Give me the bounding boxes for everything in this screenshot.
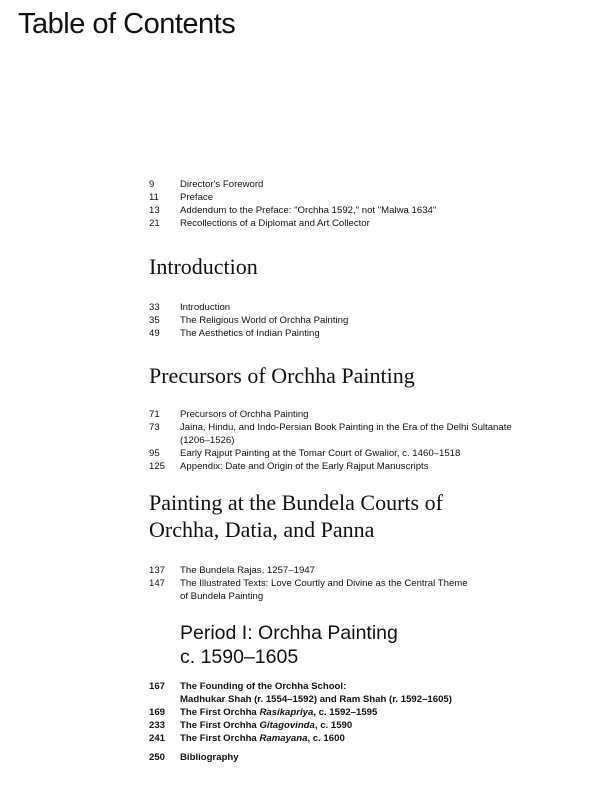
title-suffix: , c. 1592–1595 xyxy=(313,707,378,718)
heading-line2: Orchha, Datia, and Panna xyxy=(149,517,375,542)
toc-entry[interactable] xyxy=(149,314,569,327)
bundela-list xyxy=(149,564,569,603)
page-number: 13 xyxy=(149,205,160,216)
toc-entry[interactable] xyxy=(149,460,569,473)
precursors-list xyxy=(149,408,569,473)
entry-title: Director's Foreword xyxy=(180,179,264,190)
page-number: 49 xyxy=(149,328,160,339)
entry-title-line2: of Bundela Painting xyxy=(180,591,264,602)
toc-entry[interactable] xyxy=(149,447,569,460)
toc-entry[interactable] xyxy=(149,204,569,217)
toc-entry[interactable] xyxy=(149,564,569,577)
section-heading-bundela xyxy=(149,489,443,543)
heading-line1: Painting at the Bundela Courts of xyxy=(149,490,443,515)
entry-title xyxy=(180,732,569,745)
heading-line2: c. 1590–1605 xyxy=(180,646,299,668)
page-number: 147 xyxy=(149,578,166,589)
entry-title-line2: (1206–1526) xyxy=(180,435,235,446)
entry-title: Introduction xyxy=(180,302,231,313)
entry-title-line1: The Founding of the Orchha School: xyxy=(180,681,347,692)
title-prefix: The First Orchha xyxy=(180,733,260,744)
page-number: 95 xyxy=(149,448,160,459)
entry-title xyxy=(180,680,569,706)
entry-title xyxy=(180,577,569,603)
entry-title: The Aesthetics of Indian Painting xyxy=(180,328,320,339)
page-number: 137 xyxy=(149,565,166,576)
page-number: 11 xyxy=(149,192,159,203)
toc-entry[interactable] xyxy=(149,577,569,603)
page-number: 71 xyxy=(149,409,160,420)
entry-title: The Bundela Rajas, 1257–1947 xyxy=(180,565,315,576)
heading-line1: Period I: Orchha Painting xyxy=(180,622,398,644)
page-number: 35 xyxy=(149,315,160,326)
toc-entry[interactable] xyxy=(149,191,569,204)
entry-title-line1: The Illustrated Texts: Love Courtly and Divine as the Central Theme xyxy=(180,578,468,589)
toc-entry[interactable] xyxy=(149,680,569,706)
page-number: 241 xyxy=(149,733,166,744)
title-italic: Rasikapriya xyxy=(259,707,314,718)
page-number: 250 xyxy=(149,752,166,763)
entry-title xyxy=(180,719,569,732)
entry-title: Early Rajput Painting at the Tomar Court of Gwalior, c. 1460–1518 xyxy=(180,448,461,459)
period-one-list xyxy=(149,680,569,745)
entry-title-line2: Madhukar Shah (r. 1554–1592) and Ram Shah (r. 1592–1605) xyxy=(180,694,452,705)
entry-title: Bibliography xyxy=(180,752,239,763)
section-heading-precursors: Precursors of Orchha Painting xyxy=(149,363,415,388)
page-number: 9 xyxy=(149,179,155,190)
period-heading xyxy=(180,621,398,669)
entry-title: Precursors of Orchha Painting xyxy=(180,409,309,420)
toc-entry[interactable] xyxy=(149,408,569,421)
title-italic: Gitagovinda xyxy=(259,720,315,731)
toc-entry[interactable] xyxy=(149,719,569,732)
toc-entry[interactable] xyxy=(149,217,569,230)
toc-entry-bibliography[interactable] xyxy=(149,751,569,764)
entry-title xyxy=(180,706,569,719)
page-title: Table of Contents xyxy=(18,8,236,40)
toc-entry[interactable] xyxy=(149,327,569,340)
title-prefix: The First Orchha xyxy=(180,707,260,718)
introduction-list xyxy=(149,301,569,340)
page-number: 73 xyxy=(149,422,160,433)
page-number: 167 xyxy=(149,681,166,692)
bibliography-list xyxy=(149,751,569,764)
toc-entry[interactable] xyxy=(149,421,569,447)
title-suffix: , c. 1590 xyxy=(314,720,353,731)
entry-title: The Religious World of Orchha Painting xyxy=(180,315,349,326)
title-suffix: , c. 1600 xyxy=(307,733,345,744)
toc-entry[interactable] xyxy=(149,732,569,745)
section-heading-introduction: Introduction xyxy=(149,254,258,279)
toc-entry[interactable] xyxy=(149,178,569,191)
toc-entry[interactable] xyxy=(149,301,569,314)
entry-title: Addendum to the Preface: "Orchha 1592," not "Malwa 1634" xyxy=(180,205,437,216)
entry-title-line1: Jaina, Hindu, and Indo-Persian Book Painting in the Era of the Delhi Sultanate xyxy=(180,422,512,433)
entry-title: Recollections of a Diplomat and Art Collector xyxy=(180,218,370,229)
entry-title: Appendix: Date and Origin of the Early Rajput Manuscripts xyxy=(180,461,429,472)
page-number: 125 xyxy=(149,461,166,472)
page-number: 233 xyxy=(149,720,166,731)
title-prefix: The First Orchha xyxy=(180,720,260,731)
title-italic: Ramayana xyxy=(259,733,308,744)
toc-entry[interactable] xyxy=(149,706,569,719)
page-number: 21 xyxy=(149,218,160,229)
page-number: 169 xyxy=(149,707,166,718)
entry-title: Preface xyxy=(180,192,214,203)
front-matter-list xyxy=(149,178,569,230)
entry-title xyxy=(180,421,569,447)
page-number: 33 xyxy=(149,302,160,313)
